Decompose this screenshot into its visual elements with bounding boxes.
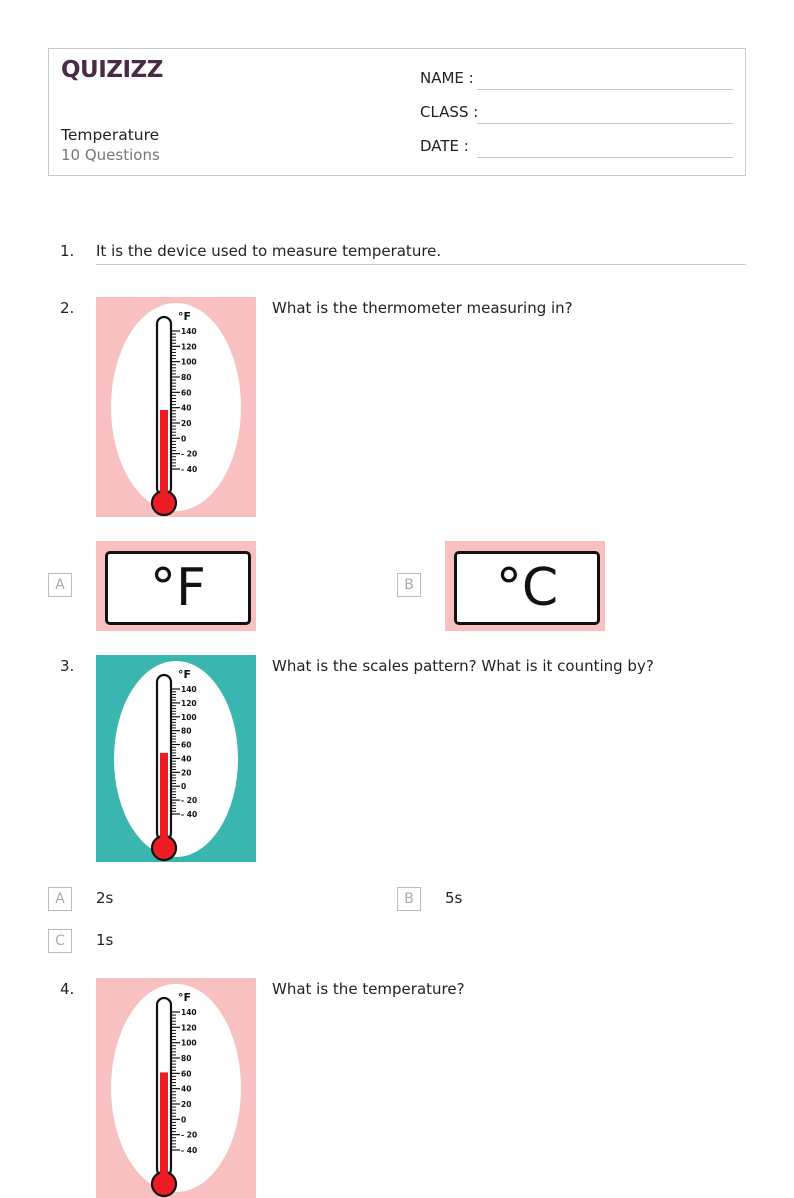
unit-label: °F [178, 310, 192, 323]
scale-label: 140 [181, 1008, 197, 1017]
name-label: NAME : [420, 69, 474, 87]
scale-label: 60 [181, 388, 192, 398]
unit-label: °F [178, 991, 192, 1004]
question-number: 3. [60, 657, 75, 675]
class-field[interactable] [477, 123, 733, 124]
question-text: What is the scales pattern? What is it counting by? [272, 657, 654, 675]
scale-label: 120 [181, 1023, 197, 1033]
scale-label: - 40 [181, 810, 198, 819]
thermometer-liquid [160, 753, 168, 848]
scale-label: 60 [181, 740, 192, 750]
thermometer-icon [96, 655, 256, 862]
scale-label: 100 [181, 357, 197, 367]
scale-label: 20 [181, 768, 192, 778]
question-number: 4. [60, 980, 75, 998]
scale-label: 0 [181, 1115, 187, 1125]
bulb-neck [160, 834, 168, 840]
scale-label: 80 [181, 726, 192, 736]
scale-label: 60 [181, 1069, 192, 1079]
class-label: CLASS : [420, 103, 479, 121]
scale-label: - 20 [181, 796, 198, 806]
option-letter[interactable]: A [48, 887, 72, 911]
celsius-label: °C [454, 551, 600, 625]
option-letter[interactable]: A [48, 573, 72, 597]
quizizz-logo: QUIZIZZ [61, 57, 163, 83]
question-text: It is the device used to measure temperature. [96, 242, 442, 260]
option-letter[interactable]: B [397, 887, 421, 911]
thermometer-image [96, 297, 256, 517]
fahrenheit-label: °F [105, 551, 251, 625]
name-field[interactable] [477, 89, 733, 90]
scale-label: 40 [181, 403, 192, 413]
date-label: DATE : [420, 137, 469, 155]
worksheet-header [48, 48, 746, 176]
scale-label: 140 [181, 685, 197, 694]
question-text: What is the temperature? [272, 980, 465, 998]
bulb-neck [160, 1170, 168, 1176]
scale-label: 0 [181, 782, 187, 792]
scale-label: 20 [181, 419, 192, 428]
question-text: What is the thermometer measuring in? [272, 299, 573, 317]
option-image-celsius[interactable] [445, 541, 605, 631]
date-field[interactable] [477, 157, 733, 158]
option-letter[interactable]: C [48, 929, 72, 953]
scale-label: 40 [181, 754, 192, 764]
scale-label: 80 [181, 373, 192, 382]
question-count: 10 Questions [61, 146, 160, 164]
scale-label: 80 [181, 1054, 192, 1063]
scale-label: - 40 [181, 1146, 198, 1155]
scale-label: 0 [181, 434, 187, 444]
scale-label: 120 [181, 342, 197, 352]
scale-label: 120 [181, 698, 197, 708]
scale-label: - 20 [181, 449, 198, 459]
scale-label: 40 [181, 1084, 192, 1094]
worksheet-title: Temperature [61, 126, 160, 144]
option-image-fahrenheit[interactable] [96, 541, 256, 631]
unit-label: °F [178, 668, 192, 681]
scale-label: - 20 [181, 1130, 198, 1140]
scale-label: 140 [181, 327, 197, 336]
scale-label: 100 [181, 1038, 197, 1048]
thermometer-image [96, 655, 256, 862]
option-text[interactable]: 5s [445, 889, 463, 907]
scale-label: 20 [181, 1100, 192, 1109]
option-text[interactable]: 1s [96, 931, 114, 949]
scale-label: 100 [181, 712, 197, 722]
option-letter[interactable]: B [397, 573, 421, 597]
scale-label: - 40 [181, 465, 198, 474]
thermometer-icon [96, 978, 256, 1198]
thermometer-liquid [160, 1072, 168, 1184]
thermometer-icon [96, 297, 256, 517]
option-text[interactable]: 2s [96, 889, 114, 907]
question-number: 2. [60, 299, 75, 317]
question-number: 1. [60, 242, 75, 260]
bulb-neck [160, 489, 168, 495]
thermometer-image [96, 978, 256, 1155]
answer-line[interactable] [96, 264, 746, 265]
